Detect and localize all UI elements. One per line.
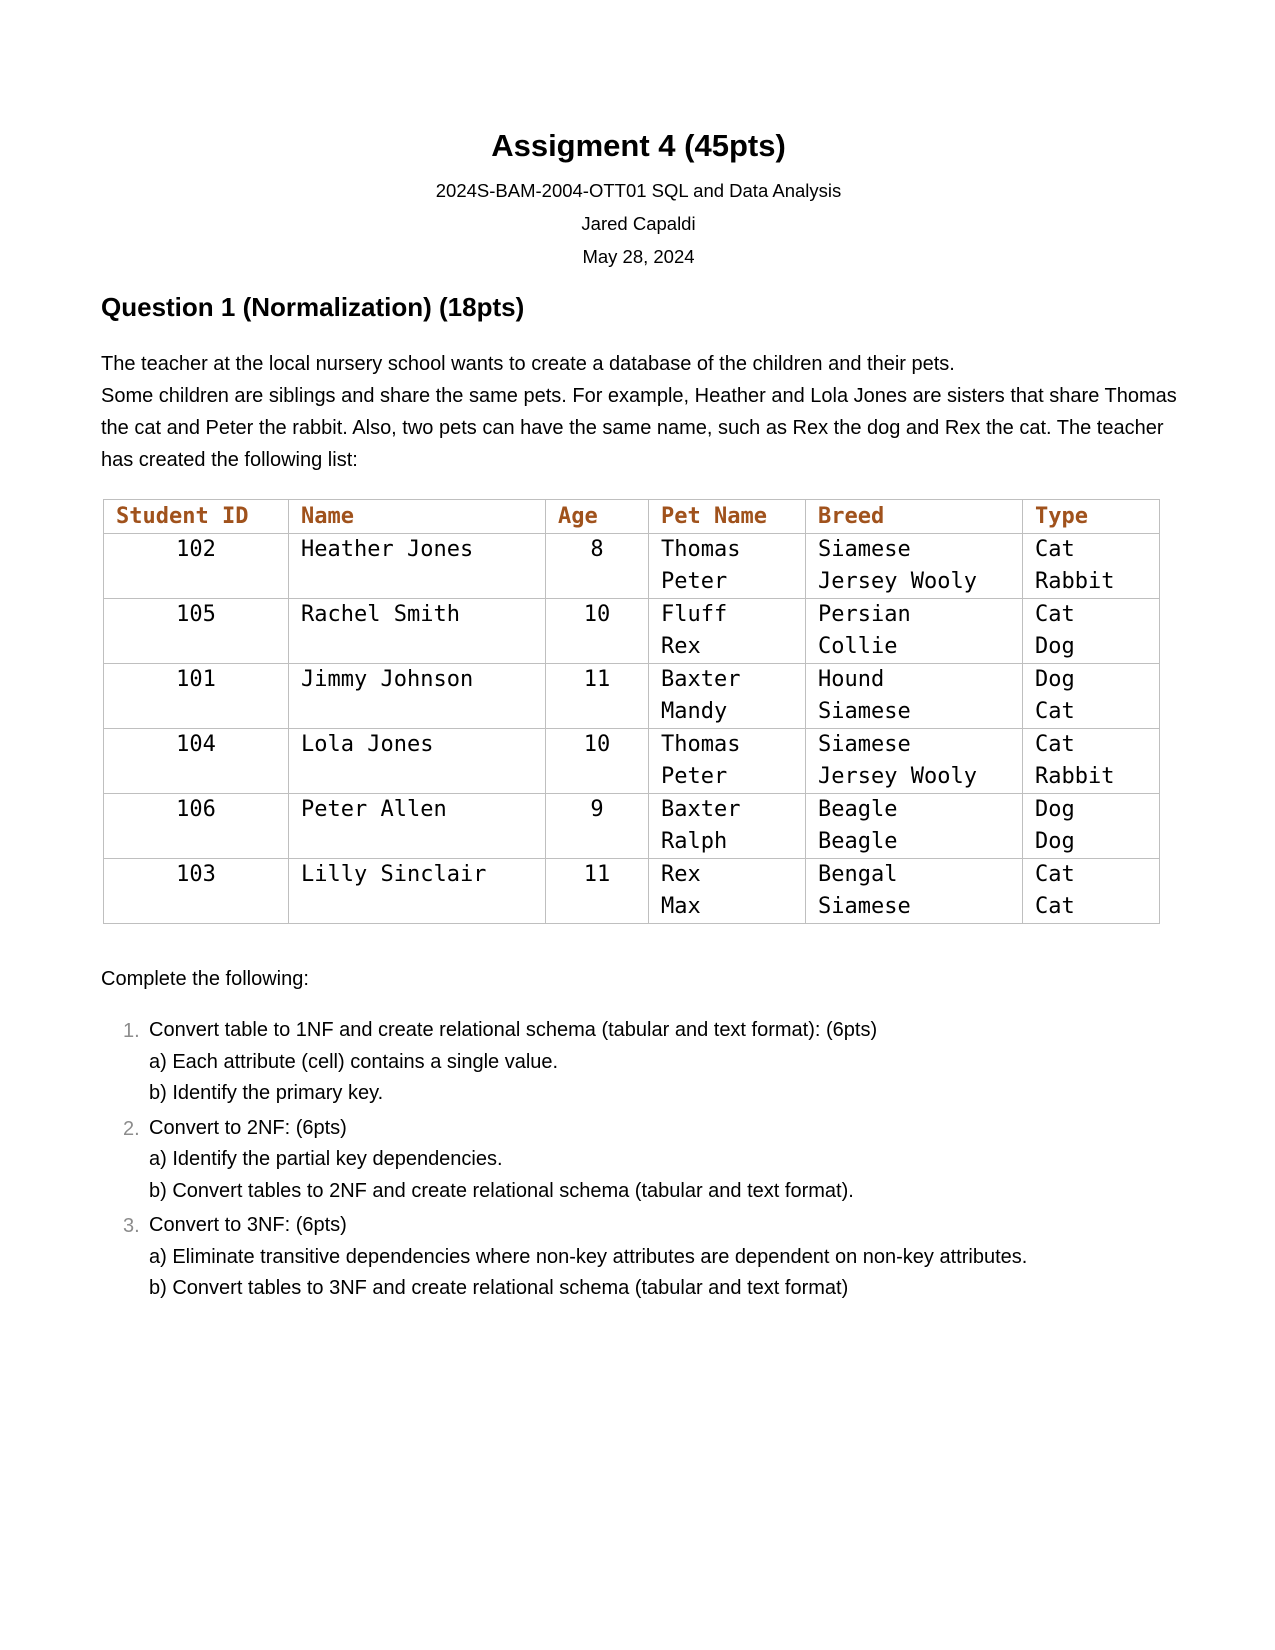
- document-title: Assigment 4 (45pts): [491, 128, 786, 163]
- cell-name: Lilly Sinclair: [289, 859, 546, 924]
- task-text: Convert to 3NF: (6pts): [149, 1214, 347, 1236]
- pet-name: Thomas: [661, 732, 741, 757]
- pet-type: Cat: [1035, 862, 1075, 887]
- cell-pet-names: [649, 534, 806, 599]
- pet-type: Dog: [1035, 667, 1075, 692]
- table-header-row: [104, 500, 1160, 534]
- breed: Bengal: [818, 862, 898, 887]
- question-heading: Question 1 (Normalization) (18pts): [101, 292, 525, 322]
- pet-type: Cat: [1035, 732, 1075, 757]
- cell-pet-names: [649, 599, 806, 664]
- list-number: 3.: [123, 1215, 140, 1237]
- cell-types: [1023, 599, 1160, 664]
- cell-pet-names: [649, 729, 806, 794]
- breed: Beagle: [818, 797, 898, 822]
- list-number: 1.: [123, 1020, 140, 1042]
- header-age: Age: [546, 500, 649, 534]
- pet-name: Peter: [661, 764, 728, 789]
- cell-name: Peter Allen: [289, 794, 546, 859]
- cell-pet-names: [649, 859, 806, 924]
- cell-breeds: [806, 729, 1023, 794]
- task-subitem: b) Convert tables to 3NF and create relational schema (tabular and text format): [149, 1277, 849, 1299]
- pet-name: Fluff: [661, 602, 728, 627]
- cell-breeds: [806, 794, 1023, 859]
- pet-type: Rabbit: [1035, 569, 1115, 594]
- breed: Persian: [818, 602, 911, 627]
- breed: Jersey Wooly: [818, 764, 977, 789]
- task-subitem: a) Eliminate transitive dependencies where non-key attributes are dependent on non-key attributes.: [149, 1245, 1028, 1268]
- author-name: Jared Capaldi: [581, 213, 696, 234]
- header-type: Type: [1023, 500, 1160, 534]
- list-item: [101, 1210, 1181, 1305]
- pet-type: Dog: [1035, 797, 1075, 822]
- cell-age: 9: [546, 794, 649, 859]
- pet-type: Cat: [1035, 537, 1075, 562]
- task-list: [101, 1015, 1181, 1308]
- cell-name: Jimmy Johnson: [289, 664, 546, 729]
- header-student-id: Student ID: [104, 500, 289, 534]
- cell-student-id: 105: [104, 599, 289, 664]
- pet-type: Cat: [1035, 894, 1075, 919]
- table-row: [104, 664, 1160, 729]
- table-row: [104, 859, 1160, 924]
- intro-paragraph-2: Some children are siblings and share the same pets. For example, Heather and Lola Jones are sisters that share Thomas the cat and Peter the rabbit. Also, two pets can have the same name, such as Rex the dog and Rex the cat. The teacher has created the following list:: [101, 385, 1177, 471]
- cell-student-id: 106: [104, 794, 289, 859]
- cell-breeds: [806, 534, 1023, 599]
- cell-age: 10: [546, 729, 649, 794]
- table-row: [104, 599, 1160, 664]
- table-row: [104, 534, 1160, 599]
- cell-name: Rachel Smith: [289, 599, 546, 664]
- pet-name: Mandy: [661, 699, 728, 724]
- cell-name: Lola Jones: [289, 729, 546, 794]
- list-item: [101, 1015, 1181, 1110]
- cell-student-id: 103: [104, 859, 289, 924]
- cell-breeds: [806, 859, 1023, 924]
- cell-age: 8: [546, 534, 649, 599]
- cell-types: [1023, 859, 1160, 924]
- breed: Jersey Wooly: [818, 569, 977, 594]
- pet-name: Thomas: [661, 537, 741, 562]
- cell-breeds: [806, 664, 1023, 729]
- intro-paragraph-1: The teacher at the local nursery school wants to create a database of the children and their pets.: [101, 353, 955, 375]
- table-row: [104, 794, 1160, 859]
- cell-types: [1023, 794, 1160, 859]
- breed: Siamese: [818, 699, 911, 724]
- breed: Hound: [818, 667, 885, 692]
- document-date: May 28, 2024: [582, 246, 695, 267]
- cell-student-id: 102: [104, 534, 289, 599]
- table-row: [104, 729, 1160, 794]
- cell-name: Heather Jones: [289, 534, 546, 599]
- pet-name: Baxter: [661, 667, 741, 692]
- task-text: Convert to 2NF: (6pts): [149, 1116, 347, 1139]
- task-subitem: b) Identify the primary key.: [149, 1082, 384, 1104]
- task-subitem: a) Each attribute (cell) contains a single value.: [149, 1050, 559, 1073]
- pet-type: Dog: [1035, 634, 1075, 659]
- cell-types: [1023, 729, 1160, 794]
- student-pets-table: [103, 499, 1160, 924]
- title-block: [101, 120, 1176, 273]
- breed: Collie: [818, 634, 898, 659]
- pet-name: Rex: [661, 634, 701, 659]
- pet-type: Dog: [1035, 829, 1075, 854]
- list-item: [101, 1113, 1181, 1208]
- breed: Beagle: [818, 829, 898, 854]
- breed: Siamese: [818, 537, 911, 562]
- task-subitem: a) Identify the partial key dependencies.: [149, 1148, 503, 1170]
- pet-name: Peter: [661, 569, 728, 594]
- pet-name: Baxter: [661, 797, 741, 822]
- list-number: 2.: [123, 1117, 140, 1140]
- instructions-lead: Complete the following:: [101, 968, 309, 990]
- course-name: 2024S-BAM-2004-OTT01 SQL and Data Analysis: [435, 180, 842, 201]
- task-text: Convert table to 1NF and create relational schema (tabular and text format): (6pts): [149, 1019, 878, 1041]
- pet-name: Rex: [661, 862, 701, 887]
- cell-breeds: [806, 599, 1023, 664]
- pet-type: Cat: [1035, 699, 1075, 724]
- cell-types: [1023, 664, 1160, 729]
- cell-student-id: 101: [104, 664, 289, 729]
- pet-name: Ralph: [661, 829, 728, 854]
- breed: Siamese: [818, 732, 911, 757]
- header-name: Name: [289, 500, 546, 534]
- pet-type: Cat: [1035, 602, 1075, 627]
- breed: Siamese: [818, 894, 911, 919]
- pet-type: Rabbit: [1035, 764, 1115, 789]
- cell-age: 11: [546, 664, 649, 729]
- cell-pet-names: [649, 794, 806, 859]
- header-pet-name: Pet Name: [649, 500, 806, 534]
- cell-age: 10: [546, 599, 649, 664]
- pet-name: Max: [661, 894, 701, 919]
- cell-age: 11: [546, 859, 649, 924]
- cell-pet-names: [649, 664, 806, 729]
- task-subitem: b) Convert tables to 2NF and create relational schema (tabular and text format).: [149, 1179, 854, 1202]
- cell-types: [1023, 534, 1160, 599]
- header-breed: Breed: [806, 500, 1023, 534]
- cell-student-id: 104: [104, 729, 289, 794]
- question-intro: [101, 348, 1181, 476]
